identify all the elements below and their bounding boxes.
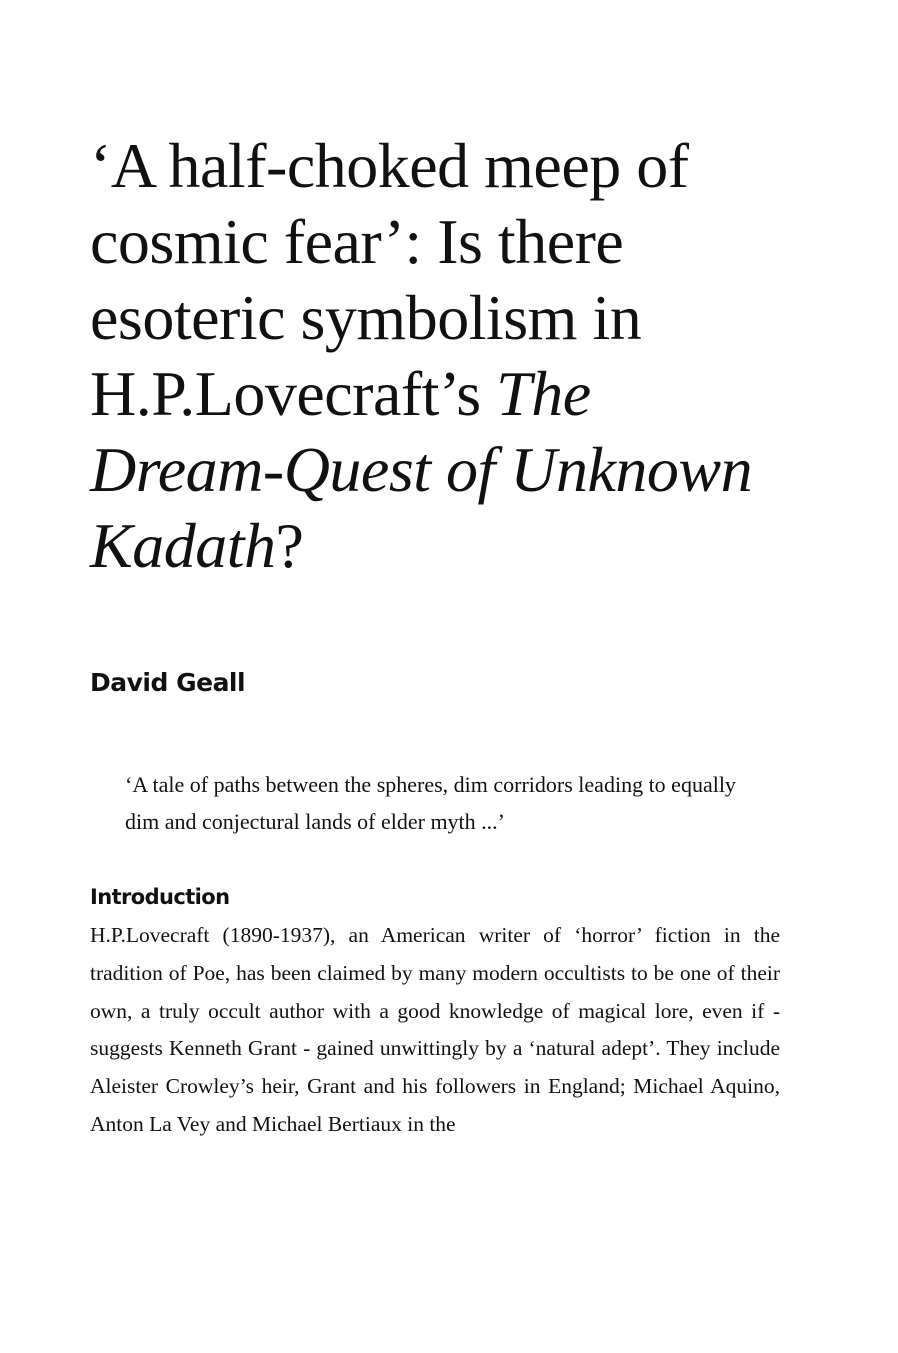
- title-italic-text: The Dream-Quest of Unknown Kadath: [90, 358, 753, 581]
- epigraph-quote: ‘A tale of paths between the spheres, dim corridors leading to equally dim and conjectural lands of elder myth ...’: [125, 772, 736, 834]
- article-page: [90, 128, 780, 1136]
- title-main-text: ‘A half-choked meep of cosmic fear’: Is there esoteric symbolism in H.P.Lovecraft’s: [90, 130, 689, 429]
- section-heading-introduction: Introduction: [90, 885, 230, 909]
- title-end-punctuation: ?: [275, 510, 304, 581]
- author-name: David Geall: [90, 668, 246, 697]
- article-title: [90, 128, 780, 584]
- introduction-paragraph: H.P.Lovecraft (1890-1937), an American writer of ‘horror’ fiction in the tradition of Poe, has been claimed by many modern occultists to be one of their own, a truly occult author with a good knowledge of magical lore, even if - suggests Kenneth Grant - gained unwittingly by a ‘natural adept’. They include Aleister Crowley’s heir, Grant and his followers in England; Michael Aquino, Anton La Vey and Michael Bertiaux in the: [90, 923, 780, 1136]
